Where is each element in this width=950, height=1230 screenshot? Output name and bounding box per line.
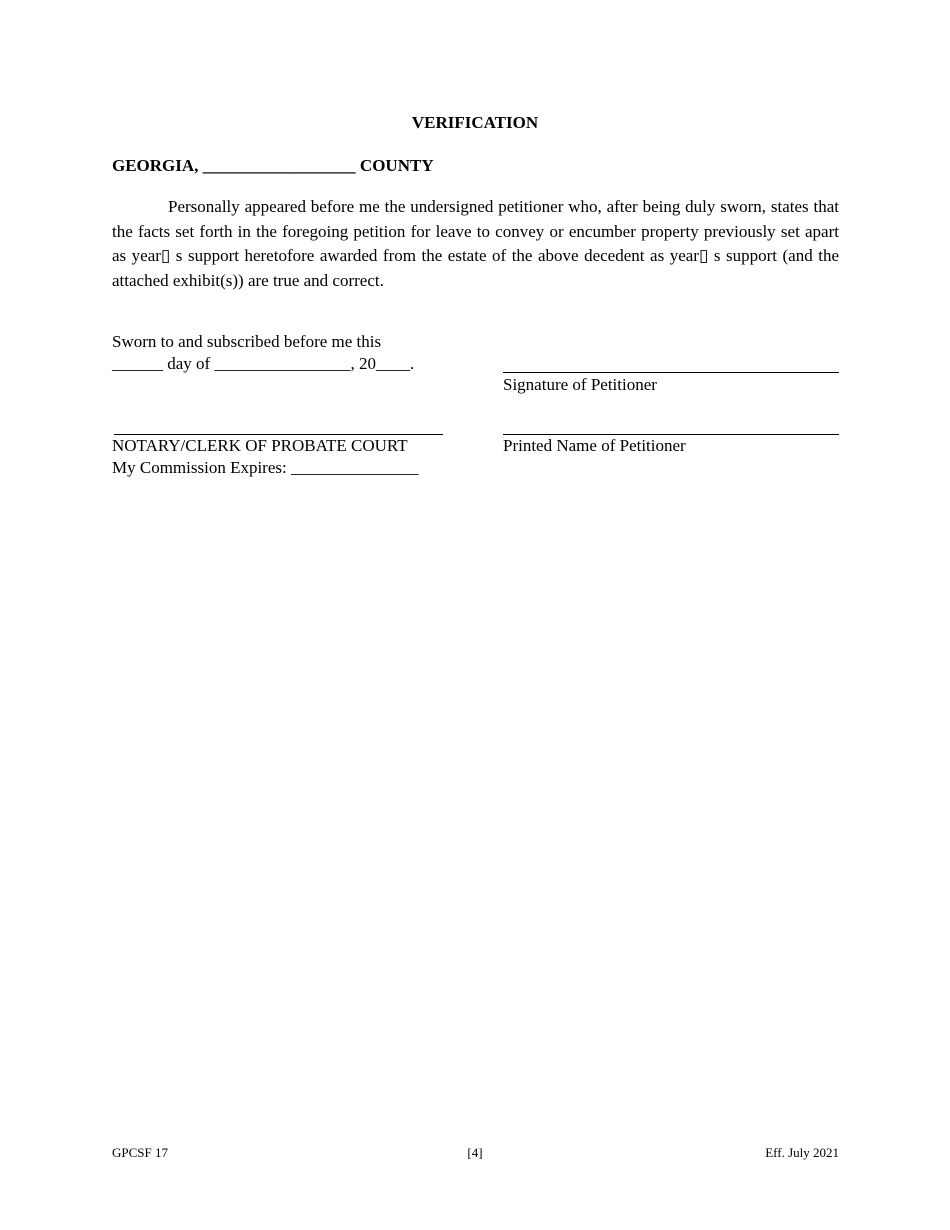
printed-name-label: Printed Name of Petitioner [503,436,686,455]
signature-line [503,372,839,373]
commission-expires: My Commission Expires: _______________ [112,457,419,477]
footer-page-number: [4] [467,1145,483,1160]
notary-title: NOTARY/CLERK OF PROBATE COURT [112,436,408,455]
sworn-statement [112,331,414,374]
verification-paragraph: Personally appeared before me the undersigned petitioner who, after being duly sworn, states that the facts set forth in the foregoing petition for leave to convey or encumber property previously set apart as year▯ s support heretofore awarded from the estate of the above decedent as year▯ s support (and the attached exhibit(s)) are true and correct. [112,197,839,290]
sworn-line-1: Sworn to and subscribed before me this [112,332,382,351]
footer-form-id: GPCSF 17 [112,1145,168,1160]
signature-label: Signature of Petitioner [503,375,657,394]
notary-block [112,435,418,478]
footer-effective-date: Eff. July 2021 [765,1145,839,1160]
county-line: GEORGIA, __________________ COUNTY [112,156,434,175]
sworn-line-2: ______ day of ________________, 20____. [112,353,415,373]
document-title: VERIFICATION [411,113,539,132]
